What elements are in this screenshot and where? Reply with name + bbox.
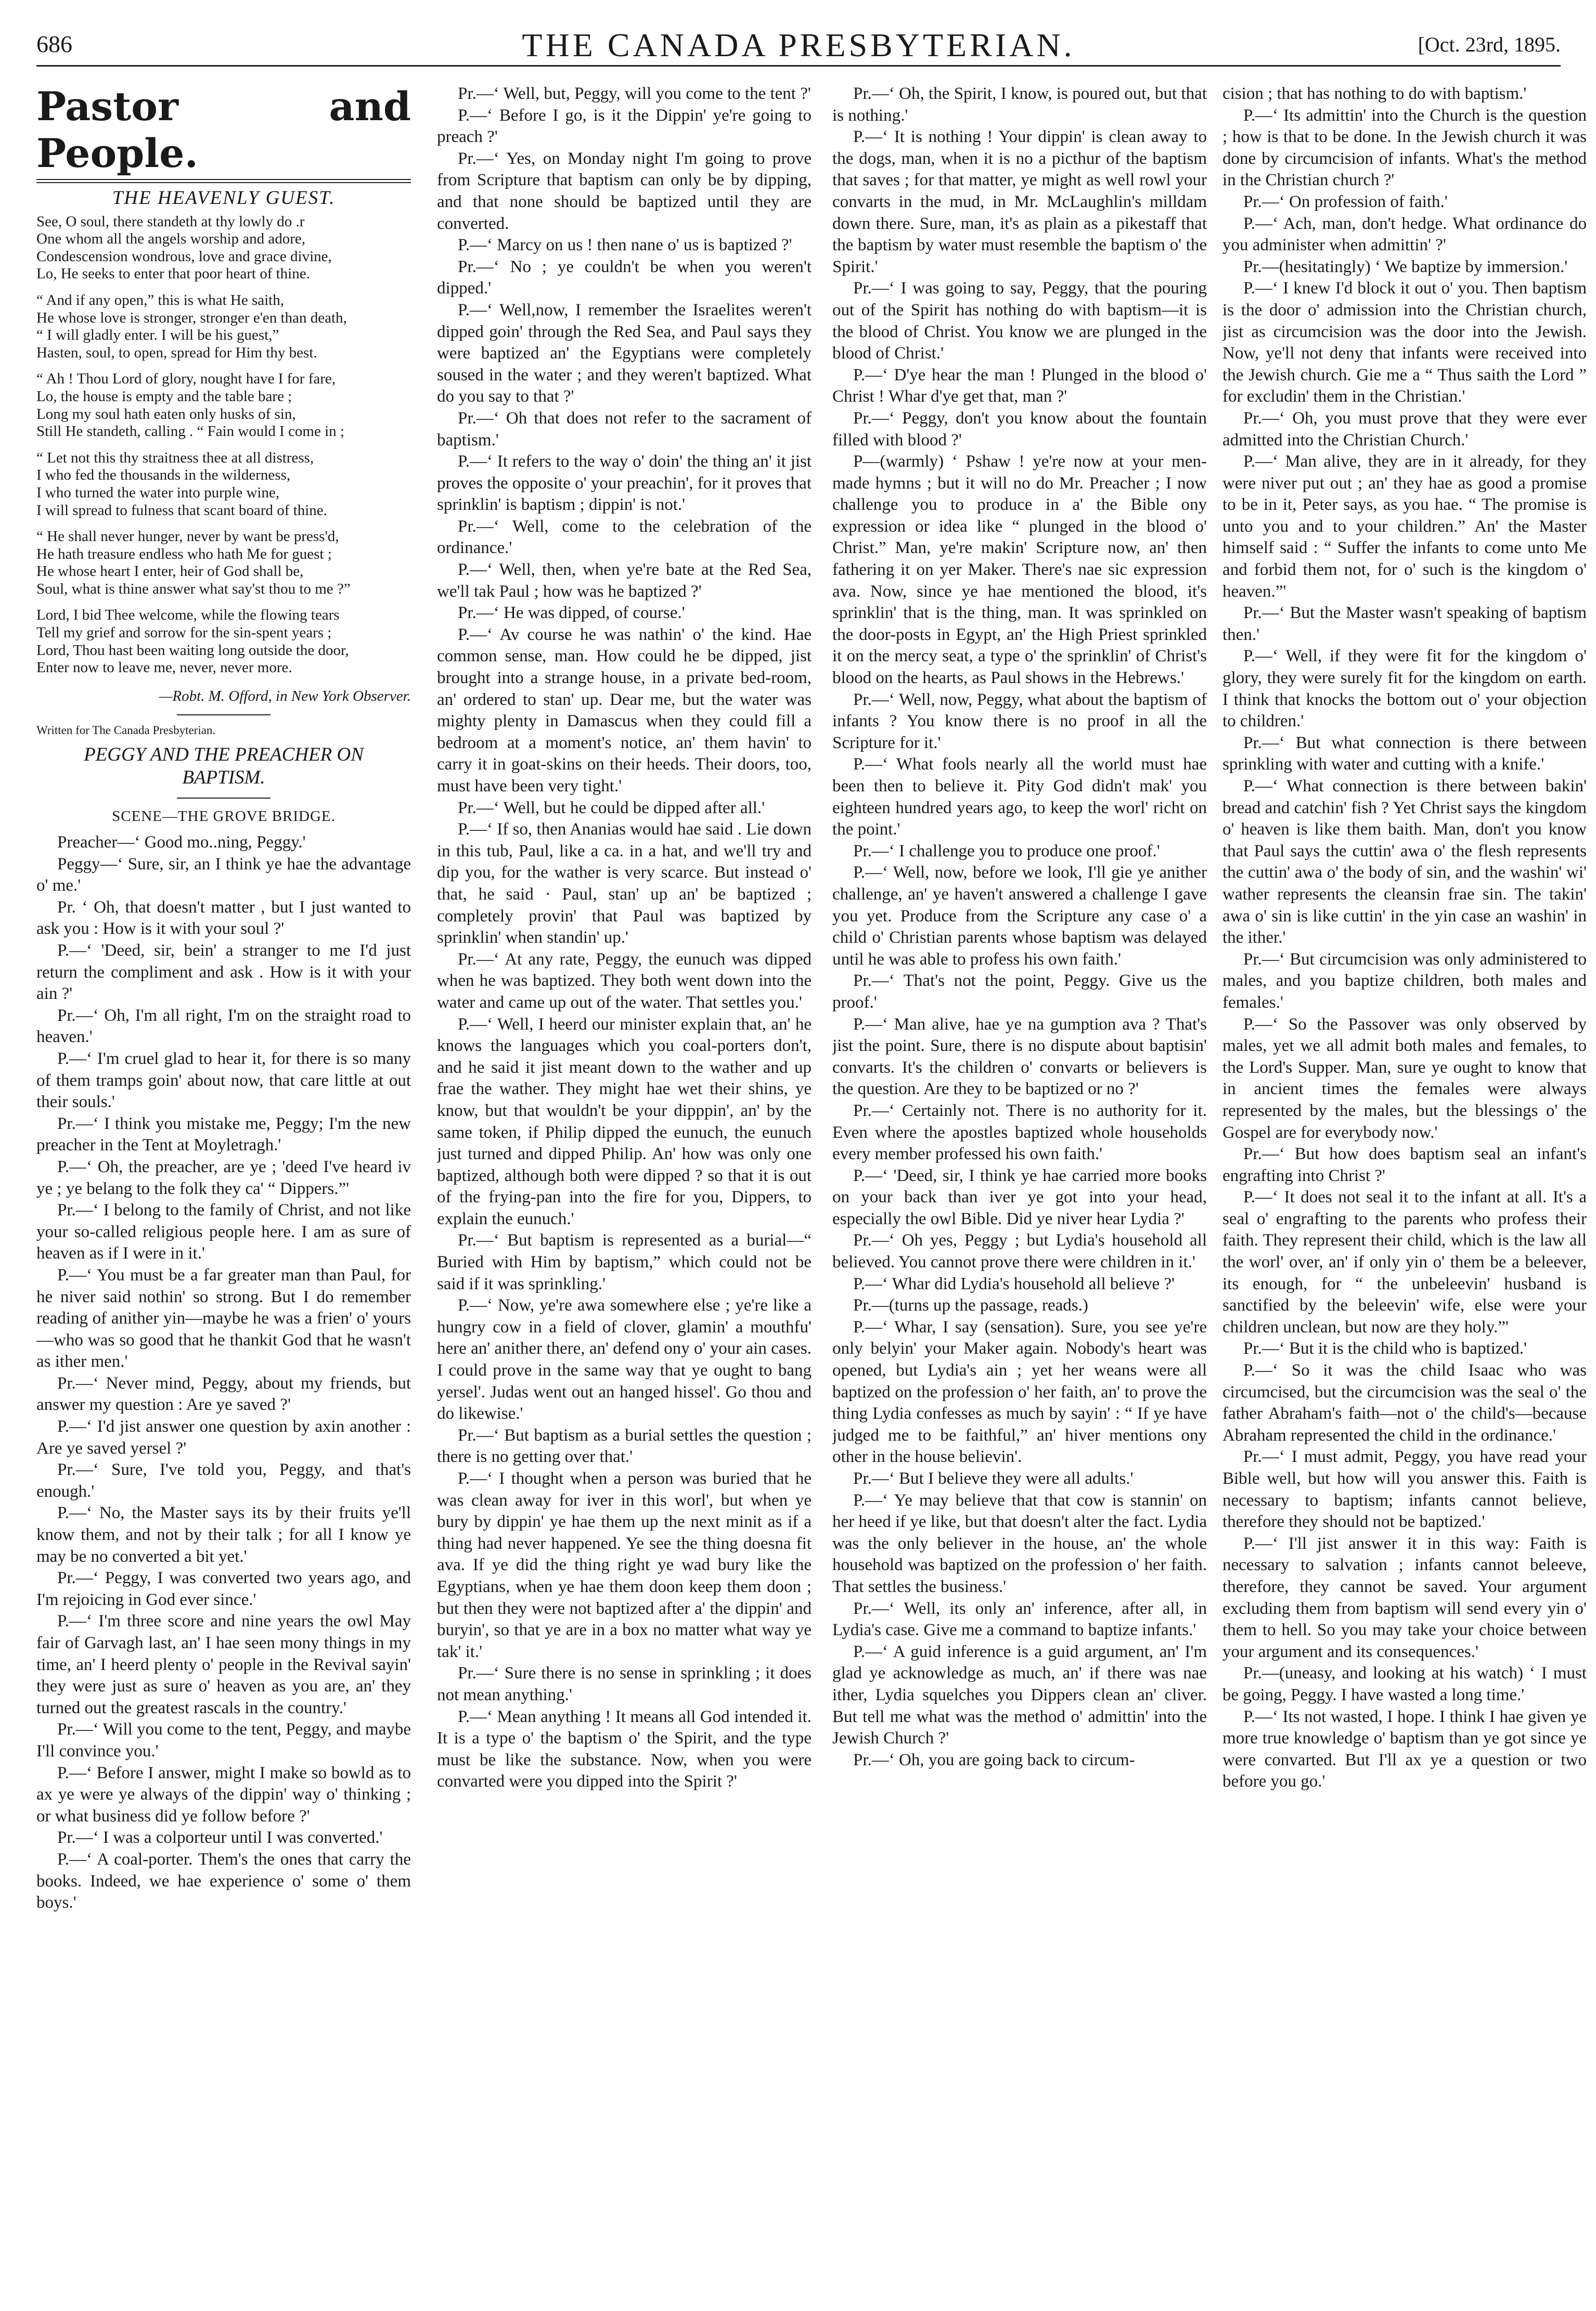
page-header — [36, 26, 1561, 68]
dialogue-paragraph: Pr.—‘ Sure, I've told you, Peggy, and that's enough.' — [36, 1460, 411, 1501]
dialogue-paragraph: Pr.—‘ That's not the point, Peggy. Give us the proof.' — [832, 971, 1207, 1012]
dialogue-paragraph: Pr.—(uneasy, and looking at his watch) ‘ I must be going, Peggy. I have wasted a long time.' — [1222, 1664, 1587, 1704]
dialogue-paragraph: Pr.—‘ Peggy, don't you know about the fountain filled with blood ?' — [832, 408, 1207, 450]
dialogue-paragraph: P.—‘ A guid inference is a guid argument, an' I'm glad ye acknowledge as much, an' if there was nae ither, Lydia squelches you Dippers clean an' cliver. But tell me what was the method o' admittin' into the Jewish Church ?' — [832, 1642, 1207, 1748]
dialogue-paragraph: Pr.—‘ Never mind, Peggy, about my friends, but answer my question : Are ye saved ?' — [36, 1373, 411, 1415]
dialogue-paragraph: P.—‘ Before I go, is it the Dippin' ye're going to preach ?' — [437, 106, 812, 147]
poem-line: He whose love is stronger, stronger e'en than death, — [36, 309, 347, 326]
dialogue-paragraph: Pr.—‘ Well, but he could be dipped after all.' — [458, 798, 765, 817]
dialogue-paragraph: Pr.—‘ Will you come to the tent, Peggy, and maybe I'll convince you.' — [36, 1720, 411, 1761]
dialogue-paragraph: P.—‘ Before I answer, might I make so bowld as to ax ye were ye always of the dippin' way o' thinking ; or what business did ye follow before ?' — [36, 1763, 411, 1826]
dialogue-paragraph: Pr.—‘ Oh, I'm all right, I'm on the straight road to heaven.' — [36, 1006, 411, 1047]
poem-line: Still He standeth, calling . “ Fain would I come in ; — [36, 423, 344, 440]
header-rule — [36, 65, 1561, 67]
column-2 — [437, 83, 812, 2294]
masthead-title: THE CANADA PRESBYTERIAN. — [522, 27, 1075, 63]
dialogue-paragraph: Pr.—(turns up the passage, reads.) — [853, 1296, 1088, 1315]
poem-line: Tell my grief and sorrow for the sin-spent years ; — [36, 624, 332, 641]
dialogue-paragraph: Pr.—‘ Yes, on Monday night I'm going to prove from Scripture that baptism can only be by dipping, and that none should be baptized until they are converted. — [437, 149, 812, 233]
dialogue-paragraph: cision ; that has nothing to do with baptism.' — [1222, 84, 1527, 103]
dialogue-paragraph: Pr.—‘ I was a colporteur until I was converted.' — [57, 1828, 383, 1847]
poem-line: Lord, Thou hast been waiting long outside the door, — [36, 641, 349, 659]
poem-line: Soul, what is thine answer what say'st thou to me ?” — [36, 580, 351, 597]
dialogue-paragraph: Pr.—‘ Oh, you must prove that they were ever admitted into the Christian Church.' — [1222, 408, 1587, 450]
dialogue-paragraph: P—(warmly) ‘ Pshaw ! ye're now at your men-made hymns ; but it will no do Mr. Preacher ; I now challenge you to produce in a' the Bible ony expression or idea like “ plunged in the blood o' Christ.” Man, ye're makin' Scripture now, an' then fathering it on yer Maker. There's nae sic expression ava. Now, since ye hae mentioned the blood, it's sprinklin' that is the thing, man. It was sprinkled on the door-posts in Egypt, an' the High Priest sprinkled it on the mercy seat, a type o' the sprinklin' of Christ's blood on the hearts, as Paul shows in the Hebrews.' — [832, 452, 1207, 688]
dialogue-paragraph: P.—‘ I knew I'd block it out o' you. Then baptism is the door o' admission into the Christian church, jist as circumcision was the door into the Jewish. Now, ye'll not deny that infants were received into the Jewish church. Gie me a “ Thus saith the Lord ” for excludin' them in the Christian.' — [1222, 279, 1587, 406]
poem-line: He hath treasure endless who hath Me for guest ; — [36, 545, 332, 562]
poem-stanza — [36, 450, 411, 519]
poem-line: I who fed the thousands in the wilderness, — [36, 467, 291, 484]
poem-line: Lo, the house is empty and the table bare ; — [36, 388, 292, 405]
dialogue-paragraph: P.—‘ So the Passover was only observed by males, yet we all admit both males and females, to the Lord's Supper. Man, sure ye ought to know that in ancient times the females were always represented by the males, but the blessings o' the Gospel are for everybody now.' — [1222, 1015, 1587, 1142]
poem-line: Hasten, soul, to open, spread for Him thy best. — [36, 344, 317, 361]
scene-heading: SCENE—THE GROVE BRIDGE. — [112, 808, 336, 825]
story-title — [36, 743, 411, 789]
dialogue-paragraph: P.—‘ It refers to the way o' doin' the thing an' it jist proves the opposite o' your preachin', for it proves that sprinklin' is baptism ; dippin' is not.' — [437, 452, 812, 515]
divider — [177, 798, 271, 799]
dialogue-paragraph: Pr.—‘ I think you mistake me, Peggy; I'm the new preacher in the Tent at Moyletragh.' — [36, 1114, 411, 1155]
column-4 — [1222, 83, 1587, 2294]
dialogue-paragraph: P.—‘ I'm three score and nine years the owl May fair of Garvagh last, an' I hae seen mony things in my time, an' I heerd plenty o' people in the Revival sayin' they were just as sure o' heaven as you are, an' they turned out the greatest rascals in the country.' — [36, 1612, 411, 1717]
dialogue-paragraph: P.—‘ Well, now, before we look, I'll gie ye anither challenge, an' ye haven't answered a challenge I gave you yet. Produce from the Scripture any case o' a child o' Christian parents whose baptism was delayed until he was able to profess his own faith.' — [832, 863, 1207, 969]
dialogue-paragraph: P.—‘ If so, then Ananias would hae said . Lie down in this tub, Paul, like a ca. in a hat, and we'll try and dip you, for the wather is very scarce. But instead o' that, he said · Paul, stan' up an' be baptized ; completely provin' that Paul was baptized by sprinklin' when standin' up.' — [437, 820, 812, 947]
dialogue-paragraph: Pr.—‘ Oh yes, Peggy ; but Lydia's household all believed. You cannot prove there were children in it.' — [832, 1231, 1207, 1272]
poem-stanza — [36, 213, 411, 283]
poem-line: I who turned the water into purple wine, — [36, 484, 280, 501]
dialogue-paragraph: Pr.—‘ Peggy, I was converted two years ago, and I'm rejoicing in God ever since.' — [36, 1569, 411, 1609]
poem-line: “ Ah ! Thou Lord of glory, nought have I for fare, — [36, 370, 336, 388]
dialogue-paragraph: P.—‘ Man alive, they are in it already, for they were niver put out ; an' they hae as good a promise to be in it, Peter says, as you hae. “ The promise is unto you and to your children.” An' the Master himself said : “ Suffer the infants to come unto Me and forbid them not, for o' such is the kingdom o' heaven.”' — [1222, 452, 1587, 601]
dialogue-paragraph: P.—‘ I'm cruel glad to hear it, for there is so many of them tramps goin' about now, that care little at out their souls.' — [36, 1049, 411, 1112]
dialogue-paragraph: P.—‘ Ye may believe that that cow is stannin' on her heed if ye like, but that doesn't alter the fact. Lydia was the only believer in the house, an' the whole household was baptized on the profession o' her faith. That settles the business.' — [832, 1491, 1207, 1596]
poem-line: “ He shall never hunger, never by want be press'd, — [36, 528, 339, 545]
poem-stanza — [36, 607, 411, 676]
divider — [36, 182, 411, 183]
poem-stanza — [36, 292, 411, 362]
dialogue-paragraph: Pr.—‘ But I believe they were all adults.' — [853, 1469, 1134, 1488]
dialogue-paragraph: P.—‘ D'ye hear the man ! Plunged in the blood o' Christ ! Whar d'ye get that, man ?' — [832, 365, 1207, 406]
poem-stanza — [36, 528, 411, 598]
poem-line: “ I will gladly enter. I will be his guest,” — [36, 327, 279, 344]
column-4-text — [1222, 83, 1587, 1793]
dialogue-paragraph: P.—‘ Man alive, hae ye na gumption ava ? That's jist the point. Sure, there is no dispute about baptisin' convarts. It's the children o' convarts or believers is the question. Are they to be baptized or no ?' — [832, 1015, 1207, 1099]
dialogue-paragraph: Pr.—‘ He was dipped, of course.' — [458, 604, 685, 623]
dialogue-paragraph: P.—‘ So it was the child Isaac who was circumcised, but the circumcision was the seal o' the father Abraham's faith—not o' the child's—because Abraham represented the child in the ordinance.' — [1222, 1361, 1587, 1445]
column-2-text — [437, 83, 812, 1793]
dialogue-paragraph: Pr.—‘ But it is the child who is baptized.' — [1243, 1339, 1527, 1358]
dialogue-paragraph: P.—‘ Ach, man, don't hedge. What ordinance do you administer when admittin' ?' — [1222, 214, 1587, 255]
dialogue-paragraph: Pr.—‘ But the Master wasn't speaking of baptism then.' — [1222, 604, 1587, 644]
story-title-line: PEGGY AND THE PREACHER ON — [84, 744, 364, 766]
poem-stanza — [36, 370, 411, 440]
dialogue-paragraph: P.—‘ 'Deed, sir, bein' a stranger to me I'd just return the compliment and ask . How is it with your ain ?' — [36, 941, 411, 1004]
dialogue-paragraph: P.—‘ A coal-porter. Them's the ones that carry the books. Indeed, we hae experience o' some o' them boys.' — [36, 1850, 411, 1912]
poem-line: Condescension wondrous, love and grace divine, — [36, 248, 332, 265]
dialogue-paragraph: P.—‘ Well,now, I remember the Israelites weren't dipped goin' through the Red Sea, and Paul says they were baptized an' the Egyptians were completely soused in the water ; and they weren't baptized. What do you say to that ?' — [437, 300, 812, 406]
dialogue-paragraph: Pr.—‘ Oh that does not refer to the sacrament of baptism.' — [437, 408, 812, 450]
dialogue-paragraph: Pr.—‘ I belong to the family of Christ, and not like your so-called religious people here. I am as sure of heaven as if I were in it.' — [36, 1201, 411, 1263]
story-title-line: BAPTISM. — [182, 767, 265, 789]
dialogue-paragraph: Pr.—‘ Oh, you are going back to circum- — [853, 1750, 1135, 1769]
dialogue-paragraph: Pr.—‘ But what connection is there between sprinkling with water and cutting with a knife.' — [1222, 733, 1587, 774]
dialogue-paragraph: Preacher—‘ Good mo..ning, Peggy.' — [57, 833, 306, 852]
poem-line: One whom all the angels worship and adore, — [36, 230, 306, 248]
dialogue-paragraph: P.—‘ No, the Master says its by their fruits ye'll know them, and not by their talk ; for all I know ye may be no converted a bit yet.' — [36, 1504, 411, 1566]
dialogue-paragraph: Pr.—‘ At any rate, Peggy, the eunuch was dipped when he was baptized. They both went down into the water and came up out of the water. That settles you.' — [437, 949, 812, 1012]
dialogue-paragraph: Pr.—‘ I challenge you to produce one proof.' — [853, 841, 1160, 861]
poem-line: Long my soul hath eaten only husks of sin, — [36, 405, 296, 422]
dialogue-paragraph: P.—‘ Oh, the preacher, are ye ; 'deed I've heard iv ye ; ye belang to the folk they ca' “ Dippers.”' — [36, 1157, 411, 1198]
dialogue-paragraph: Pr.—‘ I was going to say, Peggy, that the pouring out of the Spirit has nothing do with baptism—it is the blood of Christ. You know we are plunged in the blood of Christ.' — [832, 279, 1207, 363]
poem-line: Lo, He seeks to enter that poor heart of thine. — [36, 265, 310, 283]
dialogue-paragraph: P.—‘ I thought when a person was buried that he was clean away for iver in this worl', but when ye bury by dippin' ye hae them up the next minit as if a thing had never happened. Ye see the thing doesna fit ava. If ye did the thing right ye wad bury like the Egyptians, when ye hae them doon keep them doon ; but then they were not baptized after a' the dippin' and buryin', so that ye are in a box no matter what way ye tak' it.' — [437, 1469, 812, 1661]
dialogue-paragraph: P.—‘ Marcy on us ! then nane o' us is baptized ?' — [458, 236, 792, 255]
dialogue-paragraph: Pr.—‘ Oh, the Spirit, I know, is poured out, but that is nothing.' — [832, 84, 1207, 125]
dialogue-paragraph: P.—‘ I'd jist answer one question by axin another : Are ye saved yersel ?' — [36, 1417, 411, 1458]
dialogue-paragraph: Pr.—‘ But baptism is represented as a burial—“ Buried with Him by baptism,” which could not be said if it was sprinkling.' — [437, 1231, 812, 1293]
dialogue-paragraph: P.—‘ Whar, I say (sensation). Sure, you see ye're only belyin' your Maker again. Nobody's heart was opened, but Lydia's ain ; yet her weans were all baptized on the profession o' her faith, an' to prove the thing Lydia confesses as much by sayin' : “ If ye have judged me to be faithful,” an' hiver mentions ony other in the house believin'. — [832, 1317, 1207, 1467]
dialogue-paragraph: P.—‘ It does not seal it to the infant at all. It's a seal o' engrafting to the parents who profess their faith. They represent their child, which is the law all the worl' over, an' if only yin o' them be a beleever, its enough, for “ the unbeleevin' husband is sanctified by the beleevin' wife, else were your children unclean, but now are they holy.”' — [1222, 1188, 1587, 1337]
issue-date: [Oct. 23rd, 1895. — [1418, 33, 1561, 56]
dialogue-paragraph: Pr.—‘ Well, its only an' inference, after all, in Lydia's case. Give me a command to baptize infants.' — [832, 1599, 1207, 1640]
dialogue-paragraph: P.—‘ What fools nearly all the world must hae been then to believe it. Pity God didn't mak' you eighteen hundred years ago, to keep the worl' richt on the point.' — [832, 755, 1207, 839]
column-3-text — [832, 83, 1207, 1771]
dialogue-paragraph: P.—‘ Well, if they were fit for the kingdom o' glory, they were surely fit for the kingdom on earth. I think that knocks the bottom out o' your objection to children.' — [1222, 647, 1587, 731]
dialogue-paragraph: Pr.—‘ But how does baptism seal an infant's engrafting into Christ ?' — [1222, 1145, 1587, 1185]
dialogue-paragraph: P.—‘ Well, then, when ye're bate at the Red Sea, we'll tak Paul ; how was he baptized ?' — [437, 560, 812, 601]
poem-line: See, O soul, there standeth at thy lowly do .r — [36, 213, 305, 230]
poem-attribution: —Robt. M. Offord, in New York Observer. — [159, 687, 411, 704]
dialogue-paragraph: P.—‘ What connection is there between bakin' bread and catchin' fish ? Yet Christ says the kingdom o' heaven is like them baith. Man, don't you know that Paul says the cuttin' awa o' the flesh represents the cuttin' awa o' the body of sin, and the washin' wi' wather represents the cleansin frae sin. The takin' awa o' sin is like cuttin' in the yin case an washin' in the ither.' — [1222, 777, 1587, 947]
dialogue-paragraph: P.—‘ Av course he was nathin' o' the kind. Hae common sense, man. How could he be dipped, jist brought into a strange house, in a private bed-room, an' ordered to stan' up. Dear me, but the water was mighty plenty in Damascus when they could fill a bedroom at a moment's notice, an' them havin' to carry it in goat-skins on their heeds. Their doors, too, must have been very tight.' — [437, 625, 812, 795]
poem-line: Lord, I bid Thee welcome, while the flowing tears — [36, 607, 340, 624]
written-for-note: Written for The Canada Presbyterian. — [36, 724, 216, 737]
dialogue-paragraph: P.—‘ Well, I heerd our minister explain that, an' he knows the languages which you coal-porters don't, and he said it jist meant down to the wather and up frae the wather. They might hae wet their shins, ye know, but that wouldn't be your dipppin', an' by the same token, if Philip dipped the eunuch, the eunuch just turned and dipped Philip. An' how was only one baptized, although both were dipped ? so that it is out of the frying-pan into the fire for you, Dippers, to explain the eunuch.' — [437, 1015, 812, 1228]
poem-line: I will spread to fulness that scant board of thine. — [36, 502, 327, 519]
dialogue-paragraph: Pr.—(hesitatingly) ‘ We baptize by immersion.' — [1243, 257, 1568, 276]
dialogue-paragraph: P.—‘ Whar did Lydia's household all believe ?' — [853, 1274, 1175, 1293]
poem-line: “ And if any open,” this is what He saith, — [36, 291, 284, 309]
dialogue-paragraph: P.—‘ Mean anything ! It means all God intended it. It is a type o' the baptism o' the Spirit, and the type must be like the substance. Now, when you were convarted were you dipped into the Spirit ?' — [437, 1707, 812, 1791]
dialogue-paragraph: Pr. ‘ Oh, that doesn't matter , but I just wanted to ask you : How is it with your soul ?' — [36, 897, 411, 939]
dialogue-paragraph: P.—‘ It is nothing ! Your dippin' is clean away to the dogs, man, when it is no a picthur of the baptism that saves ; for that matter, ye might as well rowl your convarts in the mud, in Mr. McLaughlin's milldam down there. Sure, man, it's as plain as a pikestaff that the baptism by water must resemble the baptism o' the Spirit.' — [832, 127, 1207, 276]
poem-line: He whose heart I enter, heir of God shall be, — [36, 563, 304, 580]
dialogue-paragraph: Pr.—‘ Well, now, Peggy, what about the baptism of infants ? You know there is no proof in all the Scripture for it.' — [832, 690, 1207, 752]
column-1-text — [36, 832, 411, 1914]
column-1 — [36, 83, 411, 2294]
poem — [36, 213, 411, 677]
poem-line: Enter now to leave me, never, never more. — [36, 659, 292, 676]
dialogue-paragraph: Pr.—‘ No ; ye couldn't be when you weren't dipped.' — [437, 257, 812, 298]
poem-title: THE HEAVENLY GUEST. — [112, 187, 336, 209]
divider — [36, 179, 411, 180]
dialogue-paragraph: Pr.—‘ Well, come to the celebration of the ordinance.' — [437, 517, 812, 558]
section-heading: Pastor and People. — [36, 83, 411, 176]
dialogue-paragraph: Pr.—‘ But circumcision was only administered to males, and you baptize children, both males and females.' — [1222, 949, 1587, 1012]
dialogue-paragraph: Pr.—‘ On profession of faith.' — [1243, 192, 1448, 211]
dialogue-paragraph: P.—‘ 'Deed, sir, I think ye hae carried more books on your back than iver ye got into your head, especially the owl Bible. Did ye niver hear Lydia ?' — [832, 1166, 1207, 1228]
dialogue-paragraph: P.—‘ Now, ye're awa somewhere else ; ye're like a hungry cow in a field of clover, glamin' a mouthfu' here an' anither there, an' defend ony o' your ain cases. I could prove in the same way that ye ought to bang yersel'. Judas went out an hanged hissel'. Go thou and do likewise.' — [437, 1296, 812, 1423]
dialogue-paragraph: P.—‘ You must be a far greater man than Paul, for he niver said nothin' so strong. But I do remember reading of anither yin—maybe he was a frien' o' yours—who was so good that he thankit God that he wasn't as ither men.' — [36, 1265, 411, 1371]
dialogue-paragraph: Pr.—‘ I must admit, Peggy, you have read your Bible well, but how will you answer this. Faith is necessary to baptism; infants cannot believe, therefore they should not be baptized.' — [1222, 1447, 1587, 1532]
dialogue-paragraph: P.—‘ Its not wasted, I hope. I think I hae given ye more true knowledge o' baptism than ye got since ye were convarted. But I'll ax ye a question or two before you go.' — [1222, 1707, 1587, 1791]
dialogue-paragraph: P.—‘ Its admittin' into the Church is the question ; how is that to be done. In the Jewish church it was done by circumcision of infants. What's the method in the Christian church ?' — [1222, 106, 1587, 190]
page-number: 686 — [36, 31, 72, 57]
dialogue-paragraph: Peggy—‘ Sure, sir, an I think ye hae the advantage o' me.' — [36, 854, 411, 895]
dialogue-paragraph: P.—‘ I'll jist answer it in this way: Faith is necessary to salvation ; infants cannot beleeve, therefore, they cannot be saved. Your argument excluding them from baptism will send every yin o' them to hell. So you may take your choice between your argument and its consequences.' — [1222, 1534, 1587, 1661]
dialogue-paragraph: Pr.—‘ But baptism as a burial settles the question ; there is no getting over that.' — [437, 1426, 812, 1467]
column-3 — [832, 83, 1207, 2294]
dialogue-paragraph: Pr.—‘ Sure there is no sense in sprinkling ; it does not mean anything.' — [437, 1664, 812, 1704]
dialogue-paragraph: Pr.—‘ Well, but, Peggy, will you come to the tent ?' — [458, 84, 811, 103]
poem-line: “ Let not this thy straitness thee at all distress, — [36, 449, 314, 466]
dialogue-paragraph: Pr.—‘ Certainly not. There is no authority for it. Even where the apostles baptized whole households every member professed his own faith.' — [832, 1101, 1207, 1164]
divider — [177, 714, 271, 715]
